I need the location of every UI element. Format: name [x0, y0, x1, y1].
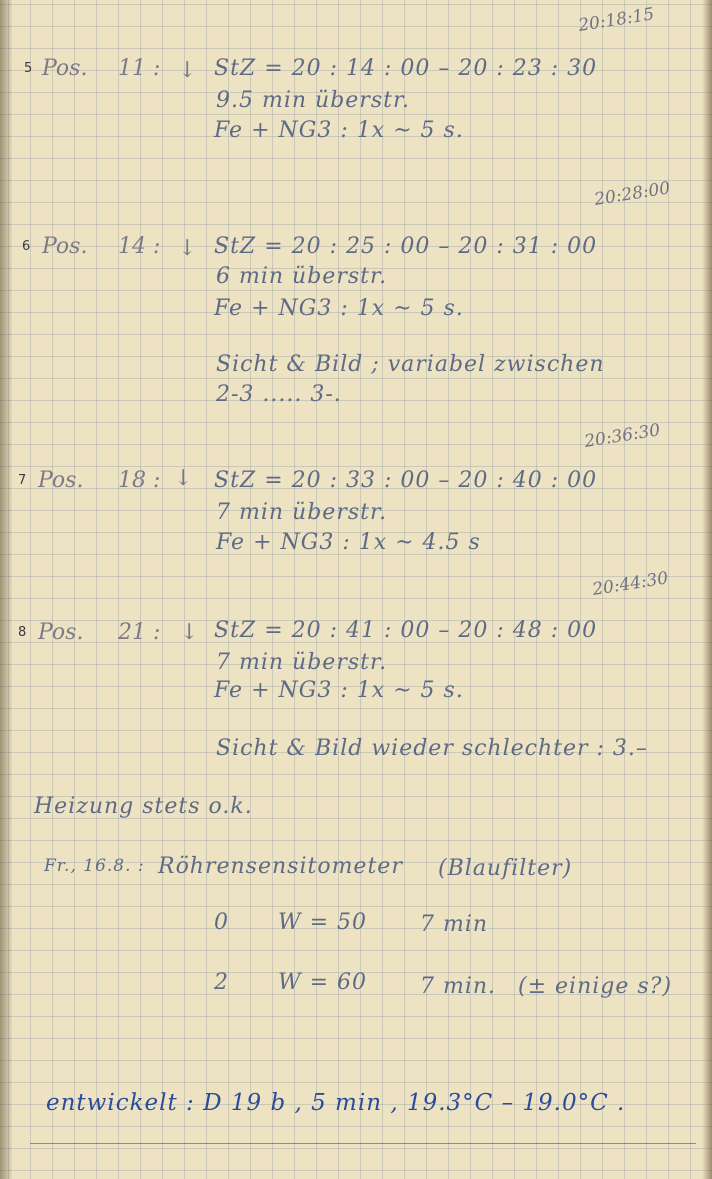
entry-pos-number: 18 :	[118, 468, 161, 493]
entry-stz: StZ = 20 : 41 : 00 – 20 : 48 : 00	[214, 618, 598, 643]
entry-pos-label: Pos.	[42, 56, 88, 81]
entry-fe: Fe + NG3 : 1x ~ 5 s.	[214, 118, 464, 143]
entry-number: 5	[24, 61, 33, 76]
row-extra: (± einige s?)	[518, 974, 673, 999]
entry-stz: StZ = 20 : 25 : 00 – 20 : 31 : 00	[214, 234, 598, 259]
row-step: 2	[214, 970, 229, 995]
entry-pos-label: Pos.	[38, 620, 84, 645]
entry-duration: 6 min überstr.	[216, 264, 388, 289]
entry-fe: Fe + NG3 : 1x ~ 5 s.	[214, 678, 464, 703]
entry-number: 7	[18, 473, 27, 488]
row-w: W = 60	[278, 970, 368, 995]
entry-time: 20:36:30	[583, 420, 662, 452]
entry-time: 20:18:15	[577, 4, 656, 36]
entry-pos-number: 21 :	[118, 620, 161, 645]
entry-arrow: ↓	[174, 466, 193, 491]
entry-arrow: ↓	[180, 620, 199, 645]
developed-note: entwickelt : D 19 b , 5 min , 19.3°C – 19.0°C .	[46, 1090, 626, 1116]
entry-stz: StZ = 20 : 14 : 00 – 20 : 23 : 30	[214, 56, 598, 81]
entry-fe: Fe + NG3 : 1x ~ 4.5 s	[216, 530, 481, 555]
entry-time: 20:44:30	[591, 568, 670, 600]
entry-arrow: ↓	[178, 58, 197, 83]
instrument-label: Röhrensensitometer	[158, 854, 403, 879]
page-edge	[702, 0, 712, 1179]
entry-fe: Fe + NG3 : 1x ~ 5 s.	[214, 296, 464, 321]
entry-pos-label: Pos.	[38, 468, 84, 493]
entry-pos-label: Pos.	[42, 234, 88, 259]
entry-note: Sicht & Bild ; variabel zwischen	[216, 352, 605, 377]
bottom-rule	[30, 1143, 696, 1144]
row-step: 0	[214, 910, 229, 935]
heating-note: Heizung stets o.k.	[34, 794, 253, 819]
entry-number: 6	[22, 239, 31, 254]
entry-duration: 7 min überstr.	[216, 650, 388, 675]
entry-pos-number: 14 :	[118, 234, 161, 259]
row-time: 7 min	[420, 912, 489, 937]
entry-arrow: ↓	[178, 236, 197, 261]
entry-note: Sicht & Bild wieder schlechter : 3.–	[216, 736, 648, 761]
entry-note-2: 2-3 ..... 3-.	[216, 382, 342, 407]
entry-duration: 9.5 min überstr.	[216, 88, 411, 113]
row-w: W = 50	[278, 910, 368, 935]
date-label: Fr., 16.8. :	[44, 856, 145, 876]
entry-number: 8	[18, 625, 27, 640]
entry-time: 20:28:00	[593, 178, 672, 210]
entry-pos-number: 11 :	[118, 56, 161, 81]
entry-duration: 7 min überstr.	[216, 500, 388, 525]
row-time: 7 min.	[420, 974, 497, 999]
entry-stz: StZ = 20 : 33 : 00 – 20 : 40 : 00	[214, 468, 598, 493]
filter-label: (Blaufilter)	[438, 856, 573, 881]
binding-spine	[0, 0, 12, 1179]
